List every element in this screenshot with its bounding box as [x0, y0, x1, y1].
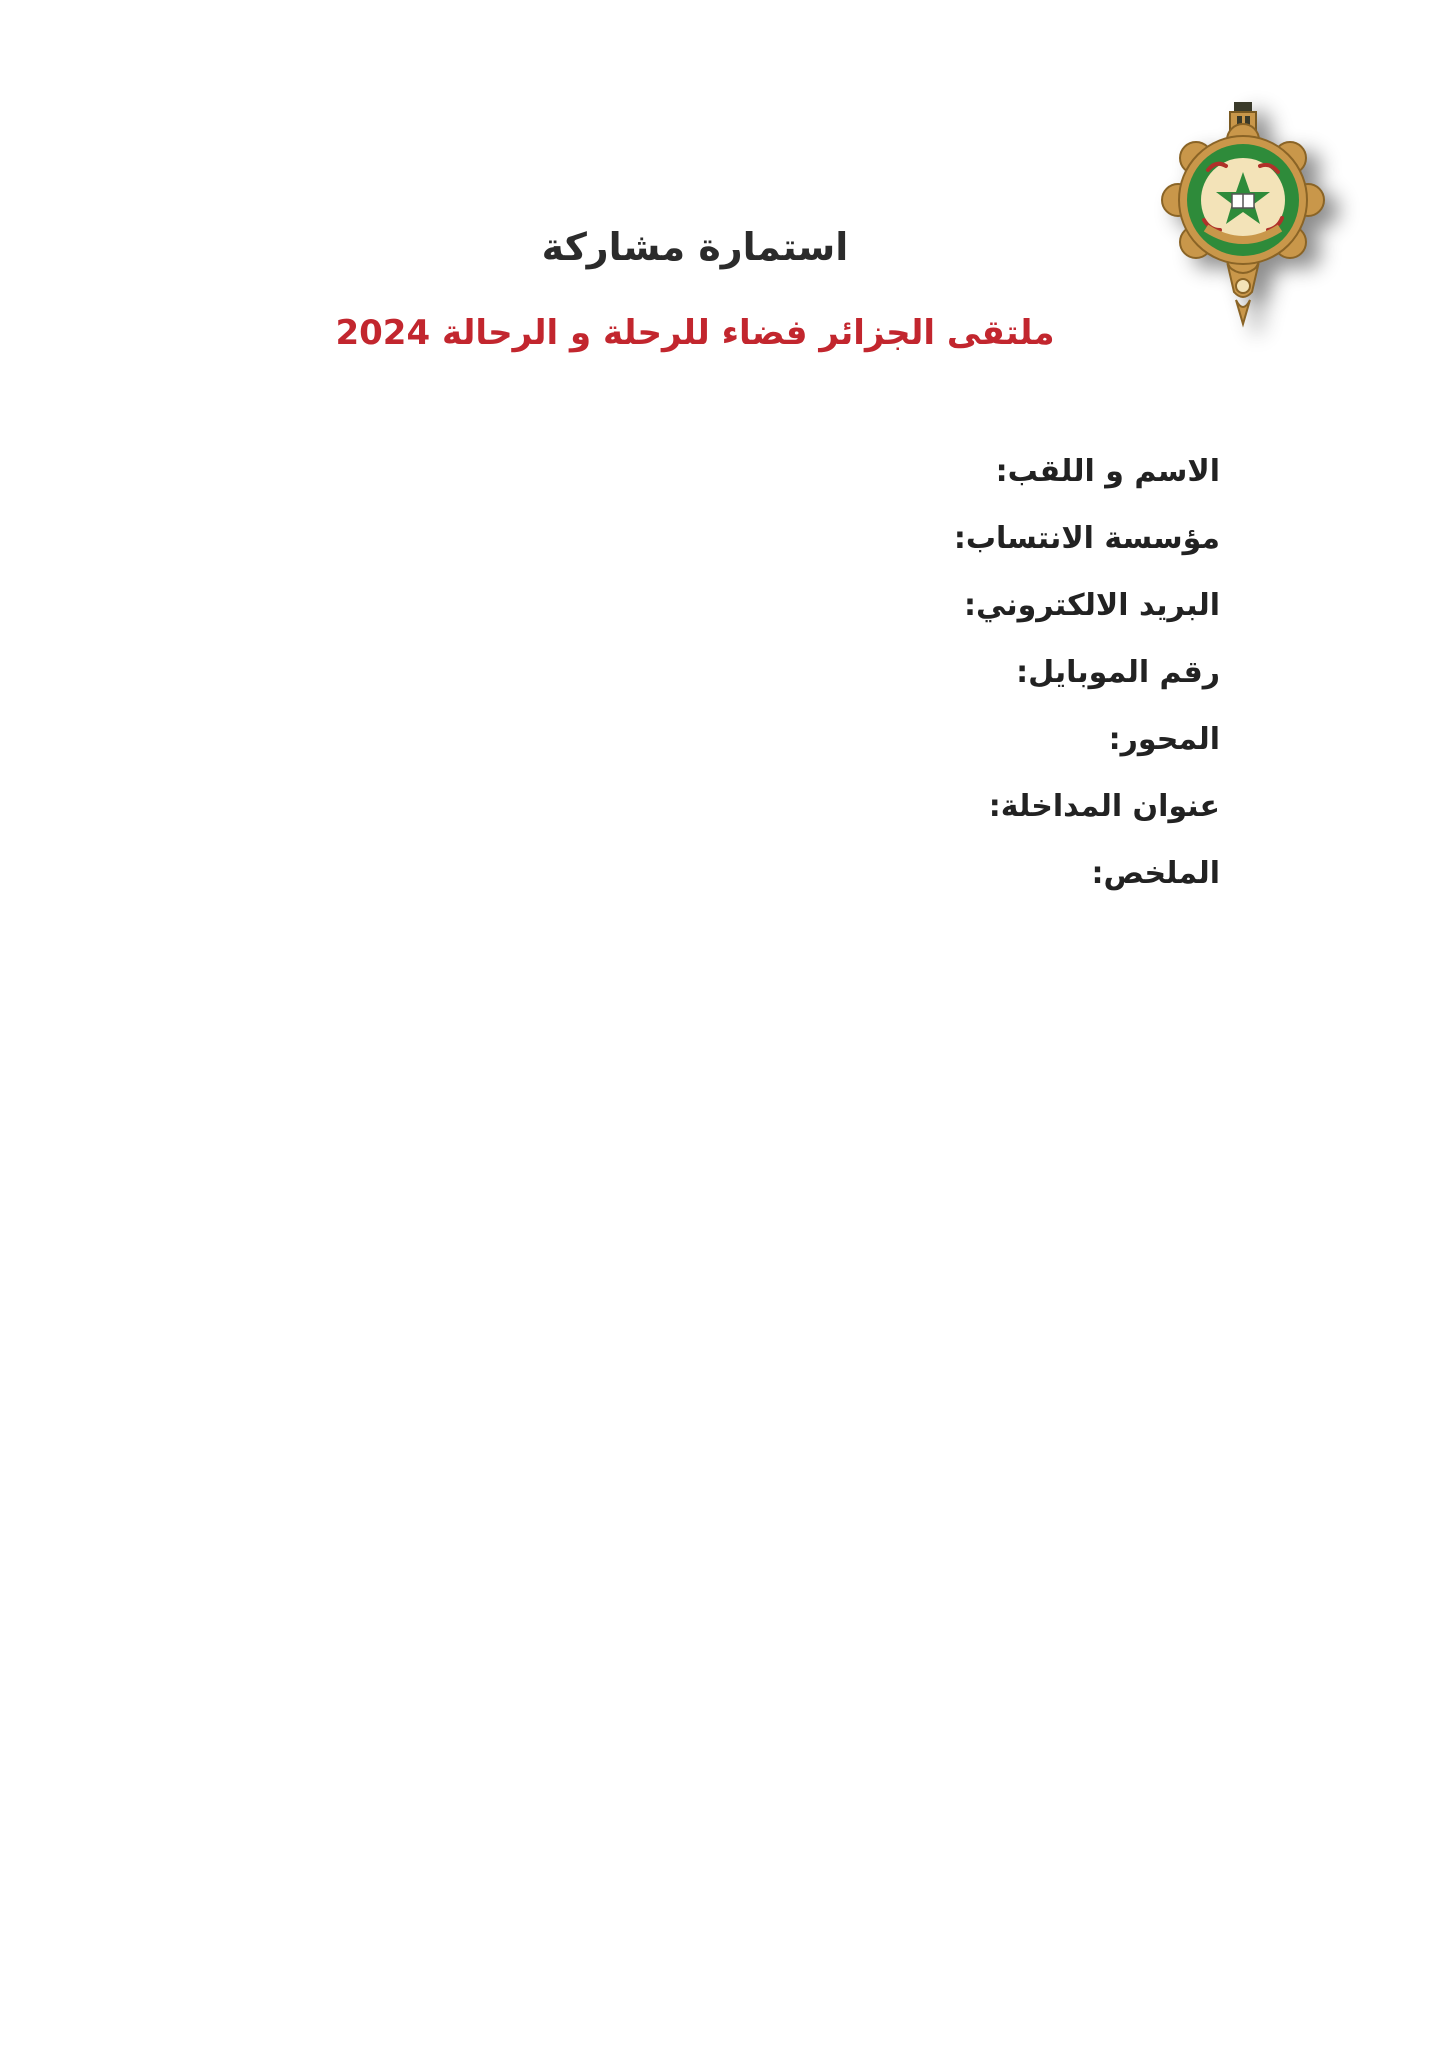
page-title: استمارة مشاركة [541, 225, 849, 269]
field-label: البريد الالكتروني: [964, 588, 1220, 623]
field-full-name [520, 448, 1220, 515]
event-subtitle: ملتقى الجزائر فضاء للرحلة و الرحالة 2024 [335, 313, 1055, 353]
field-email [520, 582, 1220, 649]
field-label: مؤسسة الانتساب: [953, 521, 1220, 556]
field-label: رقم الموبايل: [1016, 655, 1220, 690]
university-emblem-icon [1148, 100, 1338, 330]
field-label: الملخص: [1091, 856, 1220, 891]
form-fields [520, 448, 1220, 917]
field-label: المحور: [1108, 722, 1220, 757]
field-axis [520, 716, 1220, 783]
field-paper-title [520, 783, 1220, 850]
field-label: الاسم و اللقب: [995, 454, 1220, 489]
field-mobile [520, 649, 1220, 716]
field-label: عنوان المداخلة: [988, 789, 1220, 824]
field-affiliation [520, 515, 1220, 582]
field-abstract [520, 850, 1220, 917]
